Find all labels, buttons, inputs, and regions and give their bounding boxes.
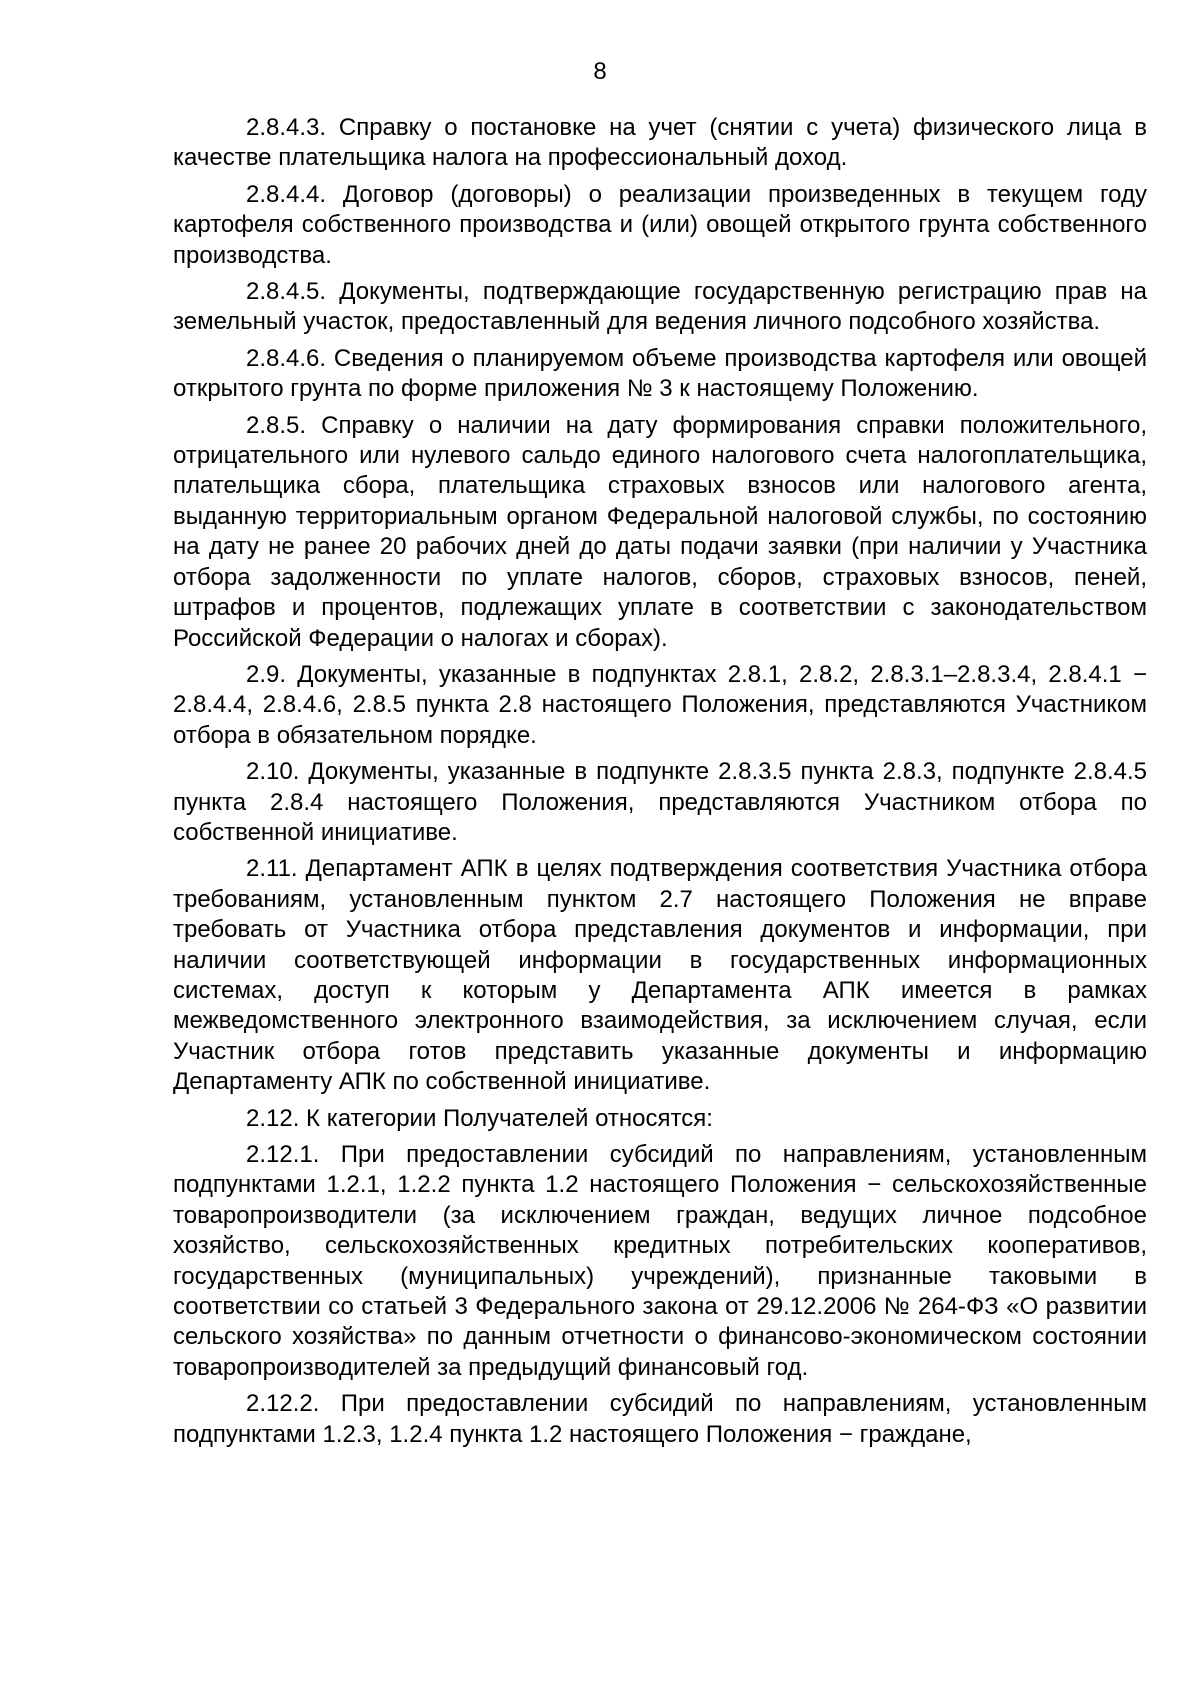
paragraph-2-12-1: 2.12.1. При предоставлении субсидий по направлениям, установленным подпунктами 1.2.1, 1.2.2 пункта 1.2 настоящего Положения − сельскохозяйственные товаропроизводители (за исключением граждан, ведущих личное подсобное хозяйство, сельскохозяйственных кредитных потребительских кооперативов, государственных (муниципальных) учреждений), признанные таковыми в соответствии со статьей 3 Федерального закона от 29.12.2006 № 264-ФЗ «О развитии сельского хозяйства» по данным отчетности о финансово-экономическом состоянии товаропроизводителей за предыдущий финансовый год.: [173, 1141, 1147, 1381]
paragraph-2-8-4-3: 2.8.4.3. Справку о постановке на учет (снятии с учета) физического лица в качестве плательщика налога на профессиональный доход.: [173, 114, 1147, 172]
paragraph-2-12-2: 2.12.2. При предоставлении субсидий по направлениям, установленным подпунктами 1.2.3, 1.2.4 пункта 1.2 настоящего Положения − граждане,: [173, 1390, 1147, 1448]
paragraph-2-11: 2.11. Департамент АПК в целях подтверждения соответствия Участника отбора требованиям, установленным пунктом 2.7 настоящего Положения не вправе требовать от Участника отбора представления документов и информации, при наличии соответствующей информации в государственных информационных системах, доступ к которым у Департамента АПК имеется в рамках межведомственного электронного взаимодействия, за исключением случая, если Участник отбора готов представить указанные документы и информацию Департаменту АПК по собственной инициативе.: [173, 855, 1147, 1096]
document-body: [173, 113, 1147, 1456]
paragraph-2-8-5: 2.8.5. Справку о наличии на дату формирования справки положительного, отрицательного или нулевого сальдо единого налогового счета налогоплательщика, плательщика сбора, плательщика страховых взносов или налогового агента, выданную территориальным органом Федеральной налоговой службы, по состоянию на дату не ранее 20 рабочих дней до даты подачи заявки (при наличии у Участника отбора задолженности по уплате налогов, сборов, страховых взносов, пеней, штрафов и процентов, подлежащих уплате в соответствии с законодательством Российской Федерации о налогах и сборах).: [173, 411, 1147, 652]
paragraph-2-9: 2.9. Документы, указанные в подпунктах 2.8.1, 2.8.2, 2.8.3.1–2.8.3.4, 2.8.4.1 − 2.8.4.4, 2.8.4.6, 2.8.5 пункта 2.8 настоящего Положения, представляются Участником отбора в обязательном порядке.: [173, 660, 1147, 749]
paragraph-2-12: 2.12. К категории Получателей относятся:: [246, 1104, 713, 1132]
paragraph-2-8-4-4: 2.8.4.4. Договор (договоры) о реализации произведенных в текущем году картофеля собственного производства и (или) овощей открытого грунта собственного производства.: [173, 180, 1147, 269]
paragraph-2-8-4-6: 2.8.4.6. Сведения о планируемом объеме производства картофеля или овощей открытого грунта по форме приложения № 3 к настоящему Положению.: [173, 344, 1147, 403]
paragraph-2-10: 2.10. Документы, указанные в подпункте 2.8.3.5 пункта 2.8.3, подпункте 2.8.4.5 пункта 2.8.4 настоящего Положения, представляются Участником отбора по собственной инициативе.: [173, 758, 1147, 846]
page-number: 8: [593, 58, 607, 85]
paragraph-2-8-4-5: 2.8.4.5. Документы, подтверждающие государственную регистрацию прав на земельный участок, предоставленный для ведения личного подсобного хозяйства.: [173, 278, 1147, 336]
